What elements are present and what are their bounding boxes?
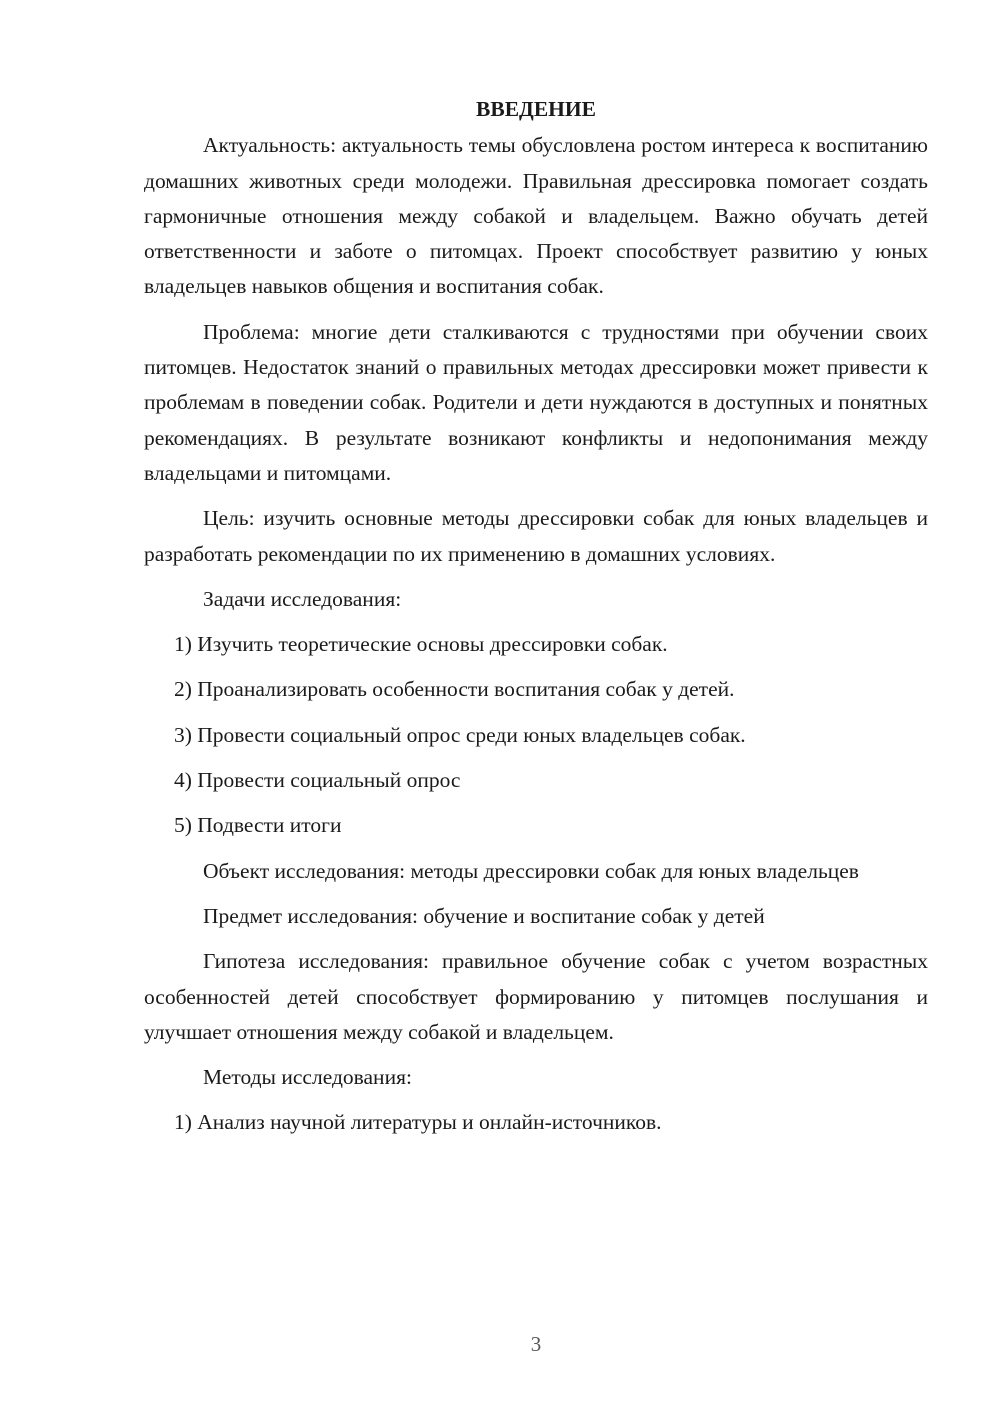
task-item: 2) Проанализировать особенности воспитания собак у детей.: [174, 677, 735, 702]
task-item: 5) Подвести итоги: [174, 813, 342, 838]
task-item: 1) Изучить теоретические основы дрессировки собак.: [174, 632, 668, 657]
method-item: 1) Анализ научной литературы и онлайн-источников.: [174, 1110, 662, 1135]
section-title: ВВЕДЕНИЕ: [476, 97, 596, 121]
hypothesis-paragraph: Гипотеза исследования: правильное обучение собак с учетом возрастных особенностей детей способствует формированию у питомцев послушания и улучшает отношения между собакой и владельцем.: [144, 949, 928, 1044]
task-item: 3) Провести социальный опрос среди юных владельцев собак.: [174, 722, 746, 747]
object-paragraph: Объект исследования: методы дрессировки собак для юных владельцев: [203, 858, 859, 883]
methods-heading: Методы исследования:: [203, 1065, 412, 1090]
tasks-heading: Задачи исследования:: [203, 586, 402, 611]
task-item: 4) Провести социальный опрос: [174, 768, 461, 793]
relevance-paragraph: Актуальность: актуальность темы обусловлена ростом интереса к воспитанию домашних животных среди молодежи. Правильная дрессировка помогает создать гармоничные отношения между собакой и владельцем. Важно обучать детей ответственности и заботе о питомцах. Проект способствует развитию у юных владельцев навыков общения и воспитания собак.: [144, 133, 928, 299]
document-body: [144, 92, 928, 1151]
page-number: 3: [530, 1332, 542, 1356]
goal-paragraph: Цель: изучить основные методы дрессировки собак для юных владельцев и разработать рекомендации по их применению в домашних условиях.: [144, 506, 928, 566]
problem-paragraph: Проблема: многие дети сталкиваются с трудностями при обучении своих питомцев. Недостаток знаний о правильных методах дрессировки может привести к проблемам в поведении собак. Родители и дети нуждаются в доступных и понятных рекомендациях. В результате возникают конфликты и недопонимания между владельцами и питомцами.: [144, 319, 928, 485]
subject-paragraph: Предмет исследования: обучение и воспитание собак у детей: [203, 903, 765, 928]
